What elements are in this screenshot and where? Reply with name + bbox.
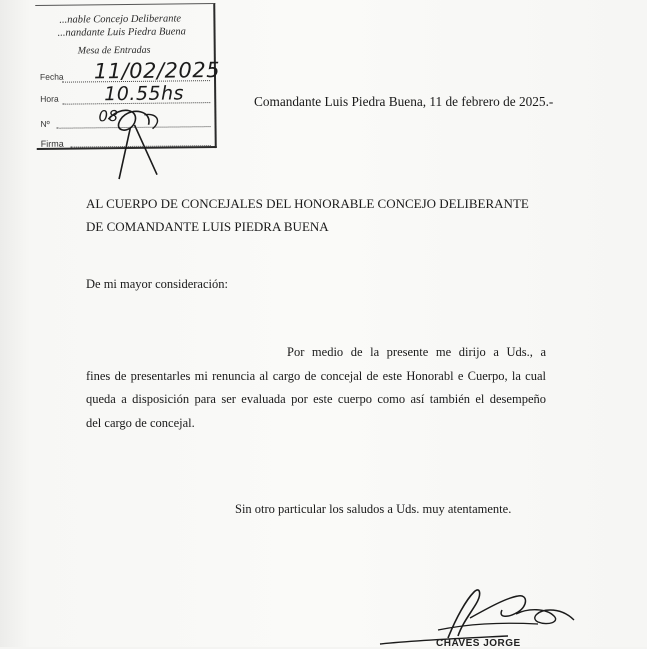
- body-line-4: del cargo de concejal.: [86, 415, 195, 430]
- recipient-line-1: AL CUERPO DE CONCEJALES DEL HONORABLE CONCEJO DELIBERANTE: [86, 196, 529, 211]
- letter-greeting: De mi mayor consideración:: [86, 277, 228, 291]
- stamp-locality: ...nandante Luis Piedra Buena: [57, 26, 186, 39]
- letter-closing: Sin otro particular los saludos a Uds. muy atentamente.: [235, 502, 512, 516]
- signature-name: CHAVES JORGE: [436, 638, 521, 649]
- stamp-time-label: Hora: [40, 93, 59, 104]
- reception-stamp: [35, 3, 221, 150]
- stamp-number-label: Nº: [40, 118, 50, 129]
- body-line-3: queda a disposición para ser evaluada por este cuerpo como así también el desempeño: [86, 392, 546, 406]
- stamp-number-handwritten: 08: [98, 107, 119, 126]
- stamp-date-handwritten: 11/02/2025: [93, 58, 221, 84]
- handwritten-signature: [378, 578, 578, 647]
- stamp-office: Mesa de Entradas: [77, 44, 151, 57]
- letter-body-paragraph: [86, 341, 546, 435]
- stamp-signature-label: Firma: [40, 138, 64, 149]
- stamp-time-handwritten: 10.55hs: [104, 82, 185, 106]
- letter-date-line: Comandante Luis Piedra Buena, 11 de febrero de 2025.-: [254, 94, 554, 109]
- stamp-date-label: Fecha: [39, 71, 64, 82]
- body-line-1: Por medio de la presente me dirijo a Uds., a: [287, 345, 546, 359]
- stamp-initials-scribble: [100, 101, 171, 182]
- stamp-institution: ...nable Concejo Deliberante: [59, 13, 182, 26]
- letter-recipient: [86, 192, 529, 238]
- recipient-line-2: DE COMANDANTE LUIS PIEDRA BUENA: [86, 219, 329, 234]
- body-line-2: fines de presentarles mi renuncia al cargo de concejal de este Honorabl e Cuerpo, la cual: [86, 368, 546, 383]
